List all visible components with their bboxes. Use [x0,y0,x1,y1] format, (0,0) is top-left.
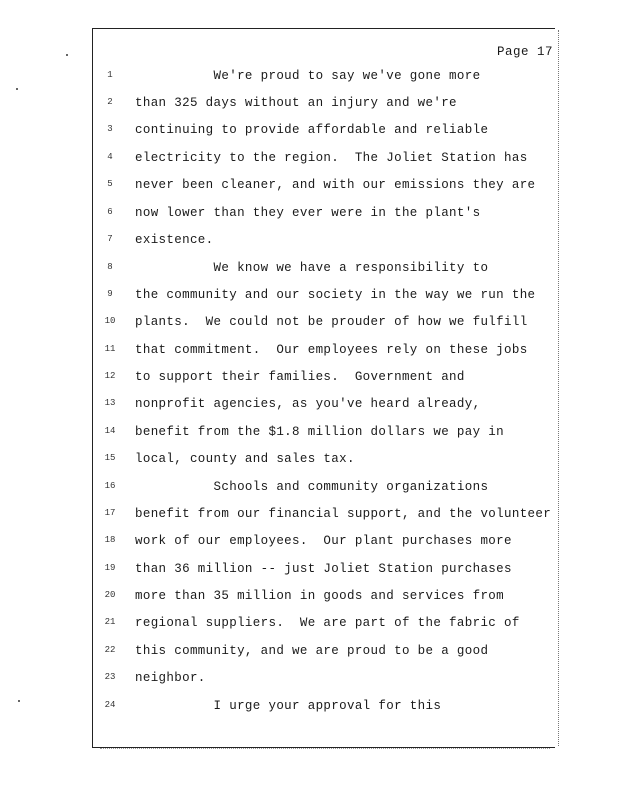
line-number: 17 [104,508,116,518]
line-number: 14 [104,426,116,436]
line-text: more than 35 million in goods and services from [135,589,505,603]
transcript-line [93,560,555,580]
line-text: now lower than they ever were in the plant's [135,206,481,220]
line-number: 13 [104,398,116,408]
transcript-page [92,28,555,748]
transcript-line [93,532,555,552]
line-number: 2 [107,97,113,107]
transcript-line [93,341,555,361]
line-text: We're proud to say we've gone more [135,69,481,83]
line-number: 12 [104,371,116,381]
line-number: 4 [107,152,113,162]
transcript-line [93,176,555,196]
transcript-line [93,67,555,87]
transcript-line [93,505,555,525]
line-number: 10 [104,316,116,326]
line-text: neighbor. [135,671,206,685]
transcript-line [93,669,555,689]
scan-speck [66,54,68,56]
line-number: 19 [104,563,116,573]
transcript-line [93,368,555,388]
line-text: work of our employees. Our plant purchases more [135,534,512,548]
line-number: 9 [107,289,113,299]
line-text: benefit from our financial support, and the volunteer [135,507,552,521]
transcript-line [93,94,555,114]
line-text: electricity to the region. The Joliet Station has [135,151,528,165]
transcript-line [93,121,555,141]
transcript-line [93,478,555,498]
line-text: existence. [135,233,214,247]
transcript-line [93,395,555,415]
line-text: than 325 days without an injury and we're [135,96,457,110]
line-text: than 36 million -- just Joliet Station purchases [135,562,512,576]
line-text: continuing to provide affordable and reliable [135,123,489,137]
line-number: 20 [104,590,116,600]
line-number: 11 [104,344,116,354]
line-text: to support their families. Government and [135,370,465,384]
line-text: I urge your approval for this [135,699,442,713]
line-number: 22 [104,645,116,655]
line-text: regional suppliers. We are part of the fabric of [135,616,520,630]
line-number: 5 [107,179,113,189]
scan-bottom-noise [100,748,550,750]
transcript-line [93,259,555,279]
line-text: We know we have a responsibility to [135,261,489,275]
line-text: never been cleaner, and with our emissions they are [135,178,536,192]
scan-speck [16,88,18,90]
page-number-header: Page 17 [496,45,553,59]
line-text: benefit from the $1.8 million dollars we pay in [135,425,505,439]
transcript-line [93,423,555,443]
line-text: local, county and sales tax. [135,452,355,466]
transcript-line [93,614,555,634]
transcript-line [93,231,555,251]
line-number: 6 [107,207,113,217]
line-number: 18 [104,535,116,545]
transcript-line [93,149,555,169]
page-right-edge [558,30,561,746]
transcript-line [93,313,555,333]
line-number: 15 [104,453,116,463]
transcript-line [93,450,555,470]
line-text: nonprofit agencies, as you've heard already, [135,397,481,411]
line-text: this community, and we are proud to be a good [135,644,489,658]
transcript-line [93,697,555,717]
line-number: 3 [107,124,113,134]
line-number: 23 [104,672,116,682]
transcript-line [93,587,555,607]
line-text: plants. We could not be prouder of how we fulfill [135,315,528,329]
transcript-line [93,204,555,224]
line-text: Schools and community organizations [135,480,489,494]
line-number: 16 [104,481,116,491]
transcript-line [93,286,555,306]
line-text: that commitment. Our employees rely on these jobs [135,343,528,357]
line-number: 1 [107,70,113,80]
line-number: 7 [107,234,113,244]
line-number: 8 [107,262,113,272]
scan-speck [18,700,20,702]
transcript-line [93,642,555,662]
line-text: the community and our society in the way we run the [135,288,536,302]
line-number: 21 [104,617,116,627]
line-number: 24 [104,700,116,710]
